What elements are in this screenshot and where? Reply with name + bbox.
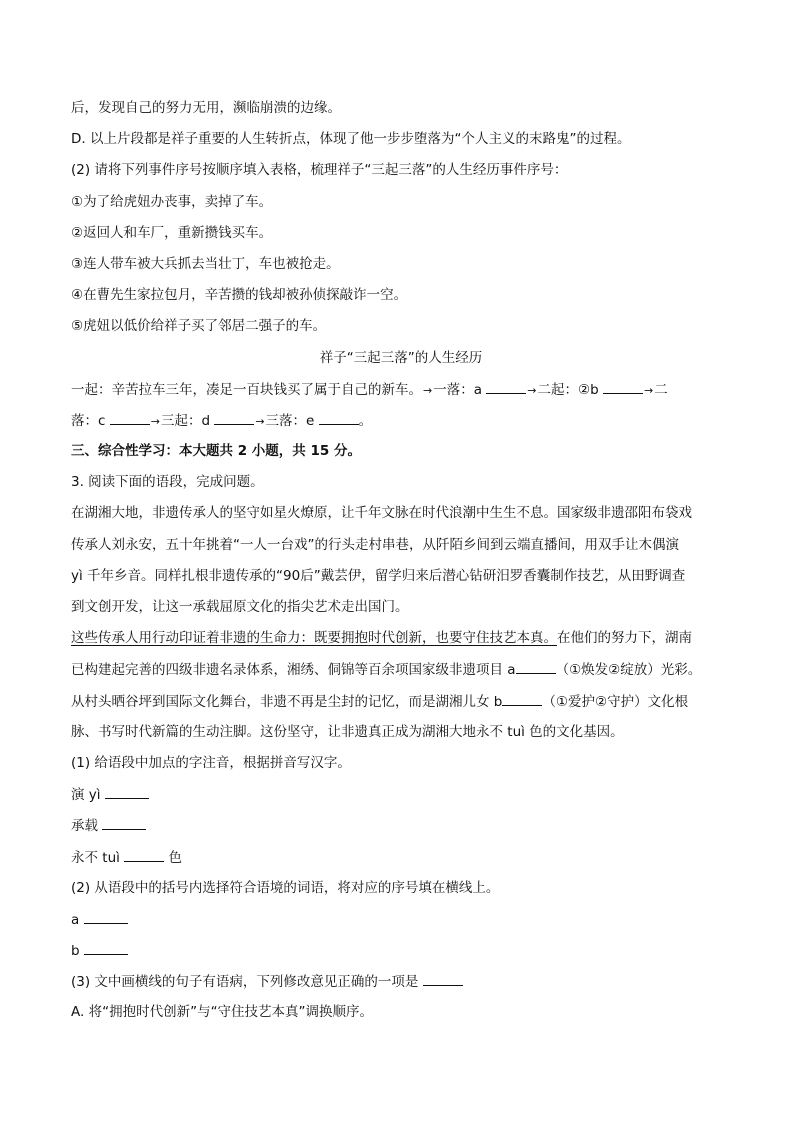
answer-blank[interactable]	[84, 942, 128, 955]
subquestion-3	[71, 973, 731, 989]
event-4: ④在曹先生家拉包月，辛苦攒的钱却被孙侦探敲诈一空。	[71, 287, 408, 304]
answer-line	[71, 817, 731, 833]
option-a: A. 将“拥抱时代创新”与“守住技艺本真”调换顺序。	[71, 1004, 374, 1021]
passage-text: 从村头晒谷坪到国际文化舞台，非遗不再是尘封的记忆，而是湖湘儿女 b	[71, 693, 503, 710]
timeline-rise-2: 二起：②b	[537, 381, 599, 398]
answer-blank[interactable]	[124, 849, 164, 862]
passage-line: yì 千年乡音。同样扎根非遗传承的“90后”戴芸伊，留学归来后潜心钻研汨罗香囊制作技艺，从田野调查	[71, 567, 686, 584]
timeline-fall-1: 一落：a	[433, 381, 482, 398]
answer-label: 色	[168, 849, 182, 866]
passage-line	[71, 661, 731, 677]
section-heading-part: 小题，共	[247, 443, 311, 460]
arrow-icon: →	[643, 383, 654, 397]
timeline-end-punct: 。	[358, 412, 373, 429]
passage-line: 在湖湘大地，非遗传承人的坚守如星火燎原，让千年文脉在时代浪潮中生生不息。国家级非遗邵阳布袋戏	[71, 505, 692, 522]
answer-blank-b[interactable]	[502, 693, 542, 706]
answer-blank-a[interactable]	[486, 381, 526, 394]
timeline-fall-2-end: 落：c	[71, 412, 106, 429]
answer-label: a	[71, 911, 80, 928]
answer-line	[71, 786, 731, 802]
arrow-icon: →	[150, 414, 160, 428]
table-title: 祥子“三起三落”的人生经历	[319, 349, 483, 366]
passage-line	[71, 630, 731, 646]
section-question-count: 2	[237, 443, 248, 460]
section-3-heading	[71, 443, 731, 459]
section-heading-part: 分。	[329, 443, 362, 460]
underlined-sentence: 这些传承人用行动印证着非遗的生命力：既要拥抱时代创新，也要守住技艺本真。	[71, 630, 557, 647]
answer-blank-e[interactable]	[319, 412, 359, 425]
passage-text: 已构建起完善的四级非遗名录体系，湘绣、侗锦等百余项国家级非遗项目 a	[71, 662, 516, 679]
answer-line	[71, 849, 731, 865]
timeline-fall-2-start: 二	[654, 381, 668, 398]
answer-line	[71, 942, 731, 958]
option-d: D. 以上片段都是祥子重要的人生转折点，体现了他一步步堕落为“个人主义的末路鬼”的过程。	[71, 131, 631, 148]
timeline-rise-3: 三起：d	[160, 412, 211, 429]
answer-line	[71, 911, 731, 927]
event-1: ①为了给虎妞办丧事，卖掉了车。	[71, 193, 273, 210]
subquestion-2: (2) 从语段中的括号内选择符合语境的词语，将对应的序号填在横线上。	[71, 879, 500, 896]
passage-line: 到文创开发，让这一承载屈原文化的指尖艺术走出国门。	[71, 599, 409, 615]
answer-blank[interactable]	[102, 817, 146, 830]
answer-label: 演 yì	[71, 787, 101, 804]
answer-blank-b[interactable]	[603, 381, 643, 394]
passage-line: 脉、书写时代新篇的生动注脚。这份坚守，让非遗真正成为湖湘大地永不 tuì 色的文化基因。	[71, 723, 624, 740]
timeline-line-2	[71, 412, 731, 428]
answer-blank-c[interactable]	[110, 412, 150, 425]
section-score: 15	[310, 443, 330, 460]
question-text: (3) 文中画横线的句子有语病，下列修改意见正确的一项是	[71, 974, 419, 991]
answer-label: 承载	[71, 818, 98, 835]
answer-blank[interactable]	[84, 911, 128, 924]
answer-blank[interactable]	[105, 786, 149, 799]
passage-line	[71, 693, 731, 709]
section-heading-part: 三、综合性学习：本大题共	[71, 443, 238, 460]
passage-text: （①焕发②绽放）光彩。	[555, 662, 702, 679]
passage-text: 在他们的努力下，湖南	[557, 630, 692, 647]
question-2-stem: (2) 请将下列事件序号按顺序填入表格，梳理祥子“三起三落”的人生经历事件序号：	[71, 162, 568, 179]
event-5: ⑤虎妞以低价给祥子买了邻居二强子的车。	[71, 318, 327, 335]
subquestion-1: (1) 给语段中加点的字注音，根据拼音写汉字。	[71, 754, 351, 771]
answer-blank-d[interactable]	[214, 412, 254, 425]
answer-blank[interactable]	[423, 973, 463, 986]
question-3-stem: 3. 阅读下面的语段，完成问题。	[71, 474, 264, 491]
timeline-fall-3: 三落：e	[265, 412, 315, 429]
timeline-rise-1: 一起：辛苦拉车三年，凑足一百块钱买了属于自己的新车。	[71, 381, 422, 398]
passage-text: （①爱护②守护）文化根	[542, 693, 689, 710]
arrow-icon: →	[527, 383, 537, 397]
answer-label: b	[71, 943, 80, 960]
timeline-line-1	[71, 381, 731, 397]
passage-line: 传承人刘永安，五十年挑着“一人一台戏”的行头走村串巷，从阡陌乡间到云端直播间，用双手让木偶演	[71, 536, 679, 553]
text-line: 后，发现自己的努力无用，濒临崩溃的边缘。	[71, 100, 341, 116]
answer-label: 永不 tuì	[71, 849, 120, 866]
answer-blank-a[interactable]	[516, 661, 556, 674]
event-3: ③连人带车被大兵抓去当壮丁，车也被抢走。	[71, 255, 340, 272]
event-2: ②返回人和车厂，重新攒钱买车。	[71, 224, 273, 241]
document-page	[71, 100, 731, 1036]
arrow-icon: →	[423, 383, 433, 397]
arrow-icon: →	[255, 414, 265, 428]
